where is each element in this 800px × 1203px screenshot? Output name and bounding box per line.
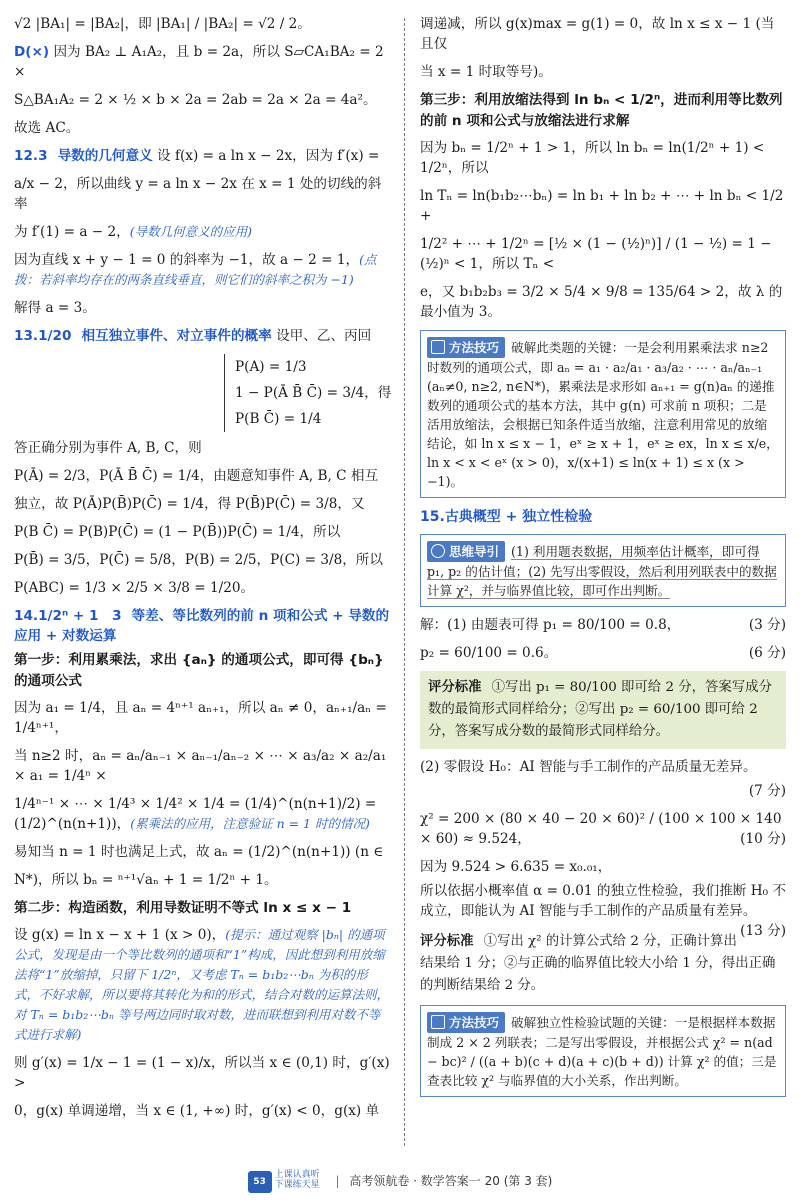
grading-standard-box	[420, 929, 786, 999]
text-line: N*)，所以 bₙ = ⁿ⁺¹√aₙ + 1 = 1/2ⁿ + 1。	[14, 872, 278, 888]
question-15-head	[420, 506, 786, 528]
text-line: 易知当 n = 1 时也满足上式，故 aₙ = (1/2)^(n(n+1)) (n ∈	[14, 844, 384, 860]
pencil-note-icon	[431, 340, 445, 354]
method-tip-text: 破解独立性检验试题的关键：一是根据样本数据制成 2 × 2 列联表；二是写出零假设，并根据公式 χ² = n(ad − bc)² / ((a + b)(c + d)(a + c)(b + d)) 计算 χ² 的值；三是查表比较 χ² 与临界值的大小关系，作出判断。	[427, 1015, 777, 1088]
score-mark: (6 分)	[748, 645, 786, 661]
question-topic: 相互独立事件、对立事件的概率	[81, 328, 272, 344]
text-line	[14, 925, 392, 1045]
text-span: 为 f′(1) = a − 2，	[14, 224, 130, 240]
question-15	[420, 506, 786, 1097]
text-line: P(ABC) = 1/3 × 2/5 × 3/8 = 1/20。	[14, 580, 255, 596]
text-span: 因为 BA₂ ⊥ A₁A₂，且 b = 2a，所以 S▱CA₁BA₂ = 2 ×	[14, 44, 384, 80]
method-tip-box	[420, 1005, 786, 1097]
text-line	[14, 42, 392, 82]
method-tip-label	[427, 337, 505, 358]
text-span: 1/4ⁿ⁻¹ × ⋯ × 1/4³ × 1/4² × 1/4 = (1/4)^(n(n+1)/2) = (1/2)^(n(n+1))，	[14, 796, 377, 832]
column-divider	[404, 18, 405, 1146]
question-14	[14, 606, 392, 1121]
thinking-guide-label	[427, 541, 505, 562]
annotation-note: (提示：通过观察 |bₙ| 的通项公式，发现是由一个等比数列的通项和“1”构成，因此想到利用放缩法将“1”放缩掉，只留下 1/2ⁿ，又考虑 Tₙ = b₁b₂⋯bₙ 为积的形式，不好求解，所以要将其转化为和的形式，结合对数的运算法则，对 Tₙ = b₁b₂⋯bₙ 等号两边同时取对数，进而联想到利用对数不等式进行求解)	[14, 927, 390, 1042]
footer-series: 高考领航卷 · 数学答案一	[349, 1173, 481, 1188]
text-span: 因为直线 x + y − 1 = 0 的斜率为 −1，故 a − 2 = 1，	[14, 252, 360, 268]
text-line: 则 g′(x) = 1/x − 1 = (1 − x)/x，所以当 x ∈ (0,1) 时，g′(x) >	[14, 1055, 390, 1091]
text-line: 0，g(x) 单调递增，当 x ∈ (1, +∞) 时，g′(x) < 0，g(x) 单	[14, 1103, 380, 1119]
question-13	[14, 326, 392, 598]
question-answer: 1/2ⁿ + 1 3	[38, 608, 122, 624]
method-tip-text: 破解此类题的关键：一是会利用累乘法求 n≥2 时数列的通项公式，即 aₙ = a₁ · a₂/a₁ · a₃/a₂ · ⋯ · aₙ/aₙ₋₁ (aₙ≠0, n≥2, n∈N*)，累乘法是求形如 aₙ₊₁ = g(n)aₙ 的递推数列的通项公式的基本方法，其中 g(n) 可求前 n 项积；二是活用放缩法，会根据已知条件适当放缩，注意利用常见的放缩结论，如 ln x ≤ x − 1，eˣ ≥ x + 1，eˣ ≥ ex，ln x ≤ x/e，ln x < x < eˣ (x > 0)，x/(x+1) ≤ ln(x + 1) ≤ x (x > −1)。	[427, 340, 779, 489]
text-line	[14, 250, 392, 290]
question-answer: 3	[38, 148, 48, 164]
question-topic: 导数的几何意义	[57, 148, 153, 164]
right-column	[420, 14, 786, 1105]
annotation-note: (点拨：若斜率均存在的两条直线垂直，则它们的斜率之积为 −1)	[14, 252, 377, 287]
annotation-note: (累乘法的应用，注意验证 n = 1 时的情况)	[130, 816, 370, 831]
score-mark: (7 分)	[748, 783, 786, 799]
text-line: 因为 a₁ = 1/4，且 aₙ = 4ⁿ⁺¹ aₙ₊₁，所以 aₙ ≠ 0，aₙ₊₁/aₙ = 1/4ⁿ⁺¹，	[14, 700, 387, 736]
text-line: e，又 b₁b₂b₃ = 3/2 × 5/4 × 9/8 = 135/64 > 2，故 λ 的最小值为 3。	[420, 284, 783, 320]
brand-line: 上课认真听	[274, 1170, 320, 1180]
text-line: 当 x = 1 时取等号)。	[420, 64, 552, 80]
step-heading: 第三步：利用放缩法得到 ln bₙ < 1/2ⁿ，进而利用等比数列的前 n 项和公式与放缩法进行求解	[420, 92, 783, 129]
method-tip-label	[427, 1012, 505, 1033]
text-span: 设 f(x) = a ln x − 2x，因为 f′(x) =	[157, 148, 380, 164]
text-line: 答正确分别为事件 A, B, C，则	[14, 440, 202, 456]
label-text: 方法技巧	[449, 1015, 500, 1030]
magnifier-icon	[431, 544, 445, 558]
text-line: 故选 AC。	[14, 120, 80, 136]
grading-standard-box	[420, 671, 786, 749]
equation-system	[224, 354, 392, 432]
text-line: 独立，故 P(Ā)P(B̄)P(C̄) = 1/4，得 P(B̄)P(C̄) = 3/8，又	[14, 496, 365, 512]
annotation-note: (导数几何意义的应用)	[129, 224, 252, 239]
equation: 1 − P(Ā B̄ C̄) = 3/4，得	[235, 385, 392, 401]
solution-line	[420, 781, 786, 801]
solution-line	[420, 643, 786, 663]
question-12-head	[14, 146, 392, 166]
text-line: 1/2² + ⋯ + 1/2ⁿ = [½ × (1 − (½)ⁿ)] / (1 − ½) = 1 − (½)ⁿ < 1，所以 Tₙ <	[420, 236, 772, 272]
text-span: 解：(1) 由题表可得 p₁ = 80/100 = 0.8，	[420, 617, 681, 633]
question-number: 15.	[420, 509, 445, 525]
question-14-head	[14, 606, 392, 646]
grading-label: 评分标准	[420, 934, 474, 949]
publisher-logo	[248, 1170, 320, 1193]
equation: P(A) = 1/3	[235, 359, 307, 375]
label-text: 思维导引	[449, 544, 500, 559]
left-column	[14, 14, 392, 1129]
option-d-mark: D(×)	[14, 44, 50, 60]
solution-line: 因为 9.524 > 6.635 = x₀.₀₁，	[420, 859, 612, 875]
text-span: χ² = 200 × (80 × 40 − 20 × 60)² / (100 × 100 × 140 × 60) ≈ 9.524，	[420, 811, 782, 847]
step-heading: 第二步：构造函数，利用导数证明不等式 ln x ≤ x − 1	[14, 900, 352, 916]
footer-separator: |	[335, 1173, 340, 1188]
question-topic: 古典概型 + 独立性检验	[444, 509, 593, 525]
text-line	[14, 794, 392, 834]
score-mark: (3 分)	[748, 617, 786, 633]
grading-label: 评分标准	[428, 680, 482, 695]
question-number: 12.	[14, 148, 39, 164]
question-number: 14.	[14, 608, 39, 624]
grading-text: ①写出 p₁ = 80/100 即可给 2 分，答案写成分数的最简形式同样给分；②写出 p₂ = 60/100 即可给 2 分，答案写成分数的最简形式同样给分。	[428, 680, 772, 739]
text-line: √2 |BA₁| = |BA₂|，即 |BA₁| / |BA₂| = √2 / 2。	[14, 16, 311, 32]
text-line: P(Ā) = 2/3，P(Ā B̄ C̄) = 1/4，由题意知事件 A, B, C 相互	[14, 468, 379, 484]
text-line: S△BA₁A₂ = 2 × ½ × b × 2a = 2ab = 2a × 2a = 4a²。	[14, 92, 377, 108]
text-line: 解得 a = 3。	[14, 300, 96, 316]
text-span: 设 g(x) = ln x − x + 1 (x > 0)，	[14, 927, 226, 943]
text-line: 因为 bₙ = 1/2ⁿ + 1 > 1，所以 ln bₙ = ln(1/2ⁿ + 1) < 1/2ⁿ，所以	[420, 140, 765, 176]
question-12	[14, 146, 392, 318]
question-topic: 等差、等比数列的前 n 项和公式 + 导数的应用 + 对数运算	[14, 608, 390, 644]
text-line: ln Tₙ = ln(b₁b₂⋯bₙ) = ln b₁ + ln b₂ + ⋯ + ln bₙ < 1/2 +	[420, 188, 784, 224]
thinking-guide-box	[420, 534, 786, 607]
text-line: 当 n≥2 时，aₙ = aₙ/aₙ₋₁ × aₙ₋₁/aₙ₋₂ × ⋯ × a₃/a₂ × a₂/a₁ × a₁ = 1/4ⁿ ×	[14, 748, 387, 784]
brand-line: 下课练天星	[274, 1180, 320, 1190]
grading-text: ①写出 χ² 的计算公式给 2 分，正确计算出结果给 1 分；②与正确的临界值比较大小给 1 分，得出正确的判断结果给 2 分。	[420, 934, 776, 993]
logo-brand	[275, 1170, 320, 1190]
question-number: 13.	[14, 328, 39, 344]
text-span: 设甲、乙、丙回	[276, 328, 372, 344]
question-answer: 1/20	[38, 328, 72, 344]
method-tip-box	[420, 330, 786, 498]
logo-badge: 53	[248, 1171, 272, 1193]
text-span: 所以依据小概率值 α = 0.01 的独立性检验，我们推断 H₀ 不成立，即能认为 AI 智能与手工制作的产品质量有差异。	[420, 883, 786, 919]
equation: P(B C̄) = 1/4	[235, 411, 322, 427]
footer-page-number: 20	[484, 1173, 500, 1188]
solution-line: (2) 零假设 H₀：AI 智能与手工制作的产品质量无差异。	[420, 759, 757, 775]
solution-line	[420, 615, 786, 635]
step-heading: 第一步：利用累乘法，求出 {aₙ} 的通项公式，即可得 {bₙ} 的通项公式	[14, 652, 384, 689]
question-13-head	[14, 326, 392, 346]
pencil-note-icon	[431, 1015, 445, 1029]
text-span: p₂ = 60/100 = 0.6。	[420, 645, 558, 661]
thinking-guide-text: (1) 利用题表数据，用频率估计概率，即可得 p₁, p₂ 的估计值；(2) 先写出零假设，然后利用列联表中的数据计算 χ²，并与临界值比较，即可作出判断。	[427, 544, 777, 598]
text-line: 调递减，所以 g(x)max = g(1) = 0，故 ln x ≤ x − 1 (当且仅	[420, 16, 775, 52]
score-mark: (10 分)	[740, 831, 786, 847]
text-line: P(B̄) = 3/5，P(C̄) = 5/8，P(B) = 2/5，P(C) = 3/8，所以	[14, 552, 383, 568]
page-footer	[0, 1170, 800, 1196]
solution-line	[420, 881, 786, 939]
text-line	[14, 222, 392, 242]
footer-set: (第 3 套)	[503, 1173, 553, 1188]
text-line: a/x − 2，所以曲线 y = a ln x − 2x 在 x = 1 处的切线的斜率	[14, 176, 382, 212]
score-mark: (13 分)	[740, 923, 786, 939]
label-text: 方法技巧	[449, 340, 500, 355]
solution-line	[420, 809, 786, 849]
text-line: P(B C̄) = P(B)P(C̄) = (1 − P(B̄))P(C̄) = 1/4，所以	[14, 524, 341, 540]
